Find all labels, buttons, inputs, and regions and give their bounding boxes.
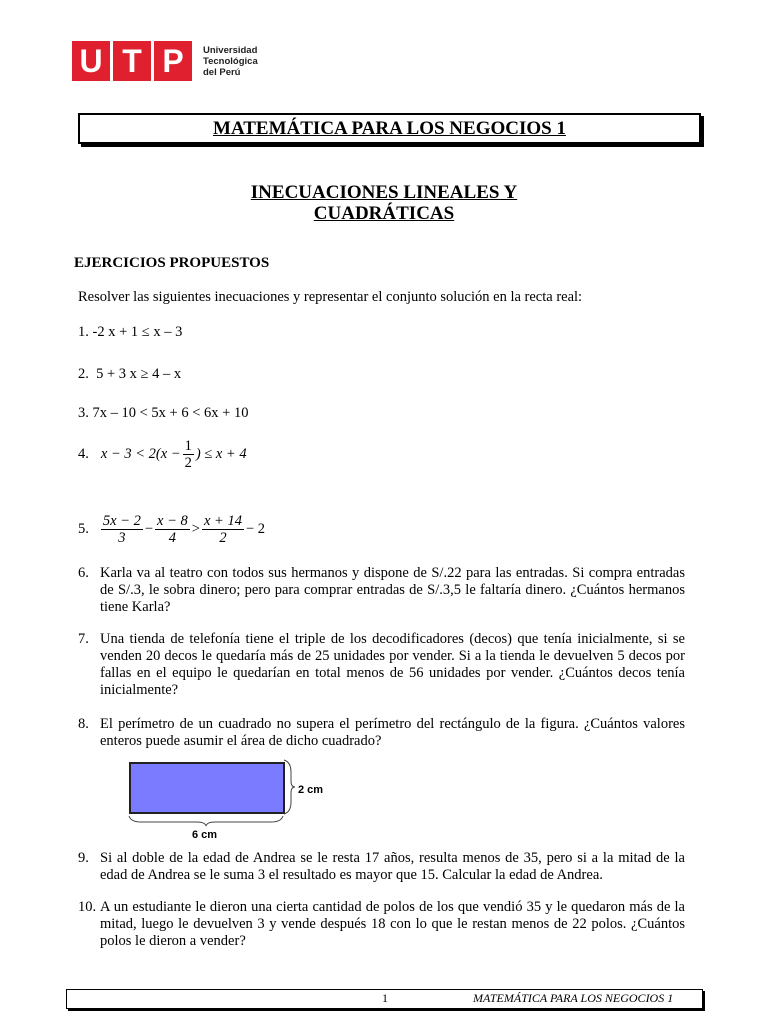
fraction-denominator: 4 <box>168 529 177 546</box>
exercise-1 <box>78 324 182 341</box>
problem-7-text: Una tienda de telefonía tiene el triple de los decodificadores (decos) que tenía inicialmente, si se venden 20 decos le quedaría más de 25 unidades por vender. Si a la tienda le devuelven 5 decos por fallas en el equipo le quedarían en total menos de 56 unidades por vender. ¿Cuántos decos tenía inicialmente? <box>100 631 685 698</box>
width-bracket-icon <box>127 814 285 828</box>
problem-6-text: Karla va al teatro con todos sus hermanos y dispone de S/.22 para las entradas. Si compra entradas de S/.3, le sobra dinero; pero para comprar entradas de S/.3,5 le faltaría dinero. ¿Cuántos hermanos tiene Karla? <box>100 565 685 615</box>
fraction-numerator: x − 8 <box>157 512 188 529</box>
logo-letter-u: U <box>72 41 110 81</box>
exercise-number: 3. <box>78 405 89 421</box>
footer-course-title: MATEMÁTICA PARA LOS NEGOCIOS 1 <box>473 991 674 1005</box>
exercise-number: 2. <box>78 366 89 382</box>
logo-letter-t: T <box>113 41 151 81</box>
problem-10-number: 10. <box>78 899 97 915</box>
instruction-text: Resolver las siguientes inecuaciones y representar el conjunto solución en la recta real: <box>78 289 583 305</box>
topic-title-line-2: CUADRÁTICAS <box>313 203 455 224</box>
logo-name-line-2: Tecnológica <box>203 55 258 67</box>
height-bracket-icon <box>282 758 296 816</box>
exercise-4 <box>78 434 247 474</box>
exercise-expression: 5 + 3 x ≥ 4 – x <box>96 366 182 382</box>
expression-tail: − 2 <box>245 520 266 537</box>
exercise-expression: -2 x + 1 ≤ x – 3 <box>92 324 183 340</box>
exercise-2 <box>78 366 181 383</box>
problem-10-text: A un estudiante le dieron una cierta cantidad de polos de los que vendió 35 y le quedaron más de la mitad, luego le devuelven 3 y vende después 18 con lo que le restan menos de 22 polos. ¿Cuántos polos le dieron a vender? <box>100 899 685 949</box>
fraction-numerator: x + 14 <box>203 512 242 529</box>
logo-letter-p: P <box>154 41 192 81</box>
exercise-number: 4. <box>78 445 89 462</box>
section-heading: EJERCICIOS PROPUESTOS <box>74 255 270 271</box>
fraction-one-half <box>183 438 194 471</box>
exercise-number: 5. <box>78 520 89 537</box>
problem-9-text: Si al doble de la edad de Andrea se le resta 17 años, resulta menos de 35, pero si a la mitad de la edad de Andrea se le suma 3 el resultado es mayor que 15. Calcular la edad de Andrea. <box>100 850 685 883</box>
problem-9-number: 9. <box>78 850 89 866</box>
rectangle-figure <box>129 762 285 814</box>
exercise-3 <box>78 405 248 422</box>
fraction-2 <box>155 513 190 546</box>
fraction-numerator: 1 <box>184 437 192 454</box>
problem-8-text: El perímetro de un cuadrado no supera el perímetro del rectángulo de la figura. ¿Cuántos valores enteros puede asumir el área de dicho cuadrado? <box>100 716 685 749</box>
footer-page-number: 1 <box>382 991 388 1005</box>
topic-title-line-1: INECUACIONES LINEALES Y <box>250 182 518 203</box>
exercise-expression-left: x − 3 < 2(x − <box>100 445 181 462</box>
figure-width-label: 6 cm <box>192 829 218 841</box>
logo-name-line-3: del Perú <box>203 66 241 78</box>
problem-8-number: 8. <box>78 716 89 732</box>
exercise-expression: 7x – 10 < 5x + 6 < 6x + 10 <box>92 405 249 421</box>
exercise-5 <box>78 509 265 549</box>
fraction-denominator: 3 <box>118 529 126 546</box>
fraction-denominator: 2 <box>219 529 227 546</box>
fraction-1 <box>101 513 143 546</box>
exercise-number: 1. <box>78 324 89 340</box>
operator-greater: > <box>191 520 200 537</box>
operator-minus: − <box>144 520 154 537</box>
exercise-expression-right: ) ≤ x + 4 <box>195 445 247 462</box>
problem-7-number: 7. <box>78 631 89 647</box>
logo-name-line-1: Universidad <box>203 44 258 56</box>
logo-university-name <box>203 45 258 78</box>
figure-height-label: 2 cm <box>298 784 324 796</box>
utp-logo <box>72 40 258 82</box>
fraction-denominator: 2 <box>184 454 192 471</box>
course-title-box <box>78 113 701 144</box>
course-title: MATEMÁTICA PARA LOS NEGOCIOS 1 <box>213 117 566 139</box>
fraction-numerator: 5x − 2 <box>102 512 141 529</box>
fraction-3 <box>202 513 244 546</box>
problem-6-number: 6. <box>78 565 89 581</box>
